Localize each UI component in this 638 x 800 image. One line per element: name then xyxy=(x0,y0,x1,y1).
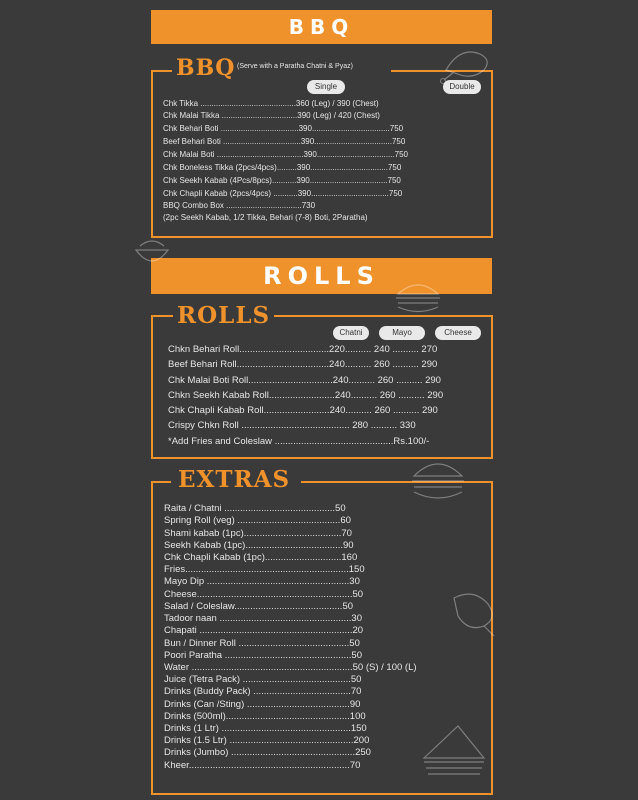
extra-item: Salad / Coleslaw.........................................50 xyxy=(164,601,354,612)
bbq-section-note: (Serve with a Paratha Chatni & Pyaz) xyxy=(237,63,357,70)
extra-item: Juice (Tetra Pack) .........................................50 xyxy=(164,674,362,685)
bbq-item: Chk Malai Boti .......................................390...................................750 xyxy=(163,150,408,159)
roll-item: Beef Behari Roll...................................240.......... 260 .......... 290 xyxy=(168,359,438,370)
extra-item: Tadoor naan ..................................................30 xyxy=(164,613,362,624)
drumstick-icon xyxy=(444,586,500,638)
roll-item: Chk Malai Boti Roll................................240.......... 260 .......... 290 xyxy=(168,375,441,386)
extra-item: Drinks (1.5 Ltr) ...............................................200 xyxy=(164,735,370,746)
bbq-item: Chk Boneless Tikka (2pcs/4pcs).........390...................................750 xyxy=(163,163,402,172)
extra-item: Mayo Dip ......................................................30 xyxy=(164,576,360,587)
bowl-icon xyxy=(132,232,172,272)
roll-item: *Add Fries and Coleslaw .............................................Rs.100/- xyxy=(168,436,430,447)
bbq-item: (2pc Seekh Kabab, 1/2 Tikka, Behari (7-8) Boti, 2Paratha) xyxy=(163,213,368,222)
extra-item: Drinks (Jumbo) ...............................................250 xyxy=(164,747,371,758)
col-cheese-badge: Cheese xyxy=(435,326,481,340)
col-mayo-badge: Mayo xyxy=(379,326,425,340)
roll-item: Chkn Seekh Kabab Roll.........................240.......... 260 .......... 290 xyxy=(168,390,444,401)
rolls-banner: ROLLS xyxy=(151,258,492,294)
extra-item: Drinks (1 Ltr) .................................................150 xyxy=(164,723,367,734)
extra-item: Spring Roll (veg) .......................................60 xyxy=(164,515,351,526)
extra-item: Kheer.............................................................70 xyxy=(164,760,361,771)
extra-item: Drinks (Can /Sting) .......................................90 xyxy=(164,699,361,710)
extra-item: Poori Paratha ................................................50 xyxy=(164,650,362,661)
bbq-item: Beef Behari Boti ...................................390...................................750 xyxy=(163,137,406,146)
bbq-section-title: BBQ xyxy=(172,55,239,81)
bbq-banner: BBQ xyxy=(151,10,492,44)
extra-item: Chapati ..........................................................20 xyxy=(164,625,364,636)
col-chatni-badge: Chatni xyxy=(333,326,369,340)
extra-item: Shami kabab (1pc).....................................70 xyxy=(164,528,352,539)
roll-item: Chk Chapli Kabab Roll.........................240.......... 260 .......... 290 xyxy=(168,405,438,416)
extra-item: Fries..............................................................150 xyxy=(164,564,365,575)
roll-item: Crispy Chkn Roll ......................................... 280 .......... 330 xyxy=(168,420,416,431)
extra-item: Water .............................................................50 (S) / 100 (L) xyxy=(164,662,417,673)
extra-item: Seekh Kabab (1pc).....................................90 xyxy=(164,540,354,551)
bbq-item: Chk Seekh Kabab (4Pcs/8pcs)...........390...................................750 xyxy=(163,176,401,185)
col-double-badge: Double xyxy=(443,80,481,94)
sandwich-icon xyxy=(418,718,490,782)
extra-item: Bun / Dinner Roll ..........................................50 xyxy=(164,638,360,649)
burger-icon xyxy=(392,276,444,316)
extra-item: Cheese...........................................................50 xyxy=(164,589,364,600)
bbq-item: BBQ Combo Box ..................................730 xyxy=(163,201,316,210)
bbq-item: Chk Behari Boti ...................................390...................................750 xyxy=(163,124,404,133)
bbq-item: Chk Malai Tikka ..................................390 (Leg) / 420 (Chest) xyxy=(163,111,380,120)
extra-item: Raita / Chatni ..........................................50 xyxy=(164,503,346,514)
bbq-item: Chk Tikka ...........................................360 (Leg) / 390 (Chest) xyxy=(163,99,379,108)
extras-section-title: EXTRAS xyxy=(174,466,294,493)
bbq-item: Chk Chapli Kabab (2pcs/4pcs) ...........390...................................750 xyxy=(163,189,403,198)
extra-item: Drinks (500ml)...............................................100 xyxy=(164,711,366,722)
roll-item: Chkn Behari Roll..................................220.......... 240 .......... 270 xyxy=(168,344,438,355)
burger-icon xyxy=(406,452,470,508)
chicken-leg-icon xyxy=(440,40,496,84)
col-single-badge: Single xyxy=(307,80,345,94)
extra-item: Chk Chapli Kabab (1pc).............................160 xyxy=(164,552,358,563)
extra-item: Drinks (Buddy Pack) .....................................70 xyxy=(164,686,362,697)
rolls-section-title: ROLLS xyxy=(173,302,274,329)
